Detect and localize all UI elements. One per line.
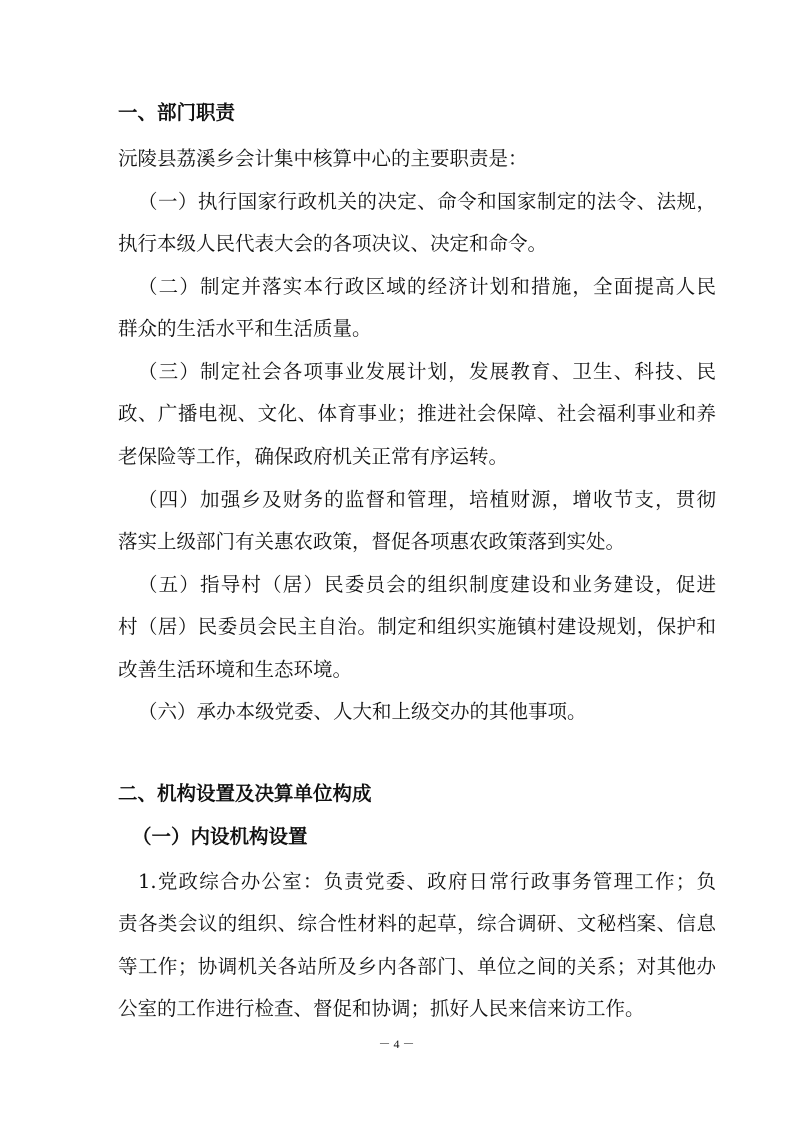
para-1-line-4: 公室的工作进行检查、督促和协调；抓好人民来信来访工作。 bbox=[118, 997, 645, 1020]
item-5-line-3: 改善生活环境和生态环境。 bbox=[118, 658, 353, 681]
item-3-line-2: 政、广播电视、文化、体育事业；推进社会保障、社会福利事业和养 bbox=[118, 402, 716, 425]
item-4-line-1: （四）加强乡及财务的监督和管理，培植财源，增收节支，贯彻 bbox=[138, 488, 716, 511]
para-1-line-3: 等工作；协调机关各站所及乡内各部门、单位之间的关系；对其他办 bbox=[118, 955, 716, 978]
item-1-line-1: （一）执行国家行政机关的决定、命令和国家制定的法令、法规， bbox=[138, 190, 716, 213]
section-1-intro: 沅陵县荔溪乡会计集中核算中心的主要职责是： bbox=[118, 147, 528, 170]
page-number: － 4 － bbox=[378, 1037, 415, 1051]
para-1-line-2: 责各类会议的组织、综合性材料的起草，综合调研、文秘档案、信息 bbox=[118, 912, 716, 935]
item-5-line-1: （五）指导村（居）民委员会的组织制度建设和业务建设，促进 bbox=[138, 573, 716, 596]
section-1-heading: 一、部门职责 bbox=[118, 101, 236, 124]
item-5-line-2: 村（居）民委员会民主自治。制定和组织实施镇村建设规划，保护和 bbox=[118, 615, 716, 638]
section-2-heading: 二、机构设置及决算单位构成 bbox=[118, 782, 372, 805]
item-2-line-1: （二）制定并落实本行政区域的经济计划和措施，全面提高人民 bbox=[138, 275, 716, 298]
para-1-line-1: 1.党政综合办公室：负责党委、政府日常行政事务管理工作；负 bbox=[138, 870, 716, 893]
item-1-line-2: 执行本级人民代表大会的各项决议、决定和命令。 bbox=[118, 232, 548, 255]
section-2-subheading: （一）内设机构设置 bbox=[132, 825, 308, 848]
item-3-line-1: （三）制定社会各项事业发展计划，发展教育、卫生、科技、民 bbox=[138, 360, 716, 383]
item-2-line-2: 群众的生活水平和生活质量。 bbox=[118, 317, 372, 340]
item-6-line-1: （六）承办本级党委、人大和上级交办的其他事项。 bbox=[138, 700, 587, 723]
item-3-line-3: 老保险等工作，确保政府机关正常有序运转。 bbox=[118, 445, 509, 468]
item-4-line-2: 落实上级部门有关惠农政策，督促各项惠农政策落到实处。 bbox=[118, 530, 626, 553]
